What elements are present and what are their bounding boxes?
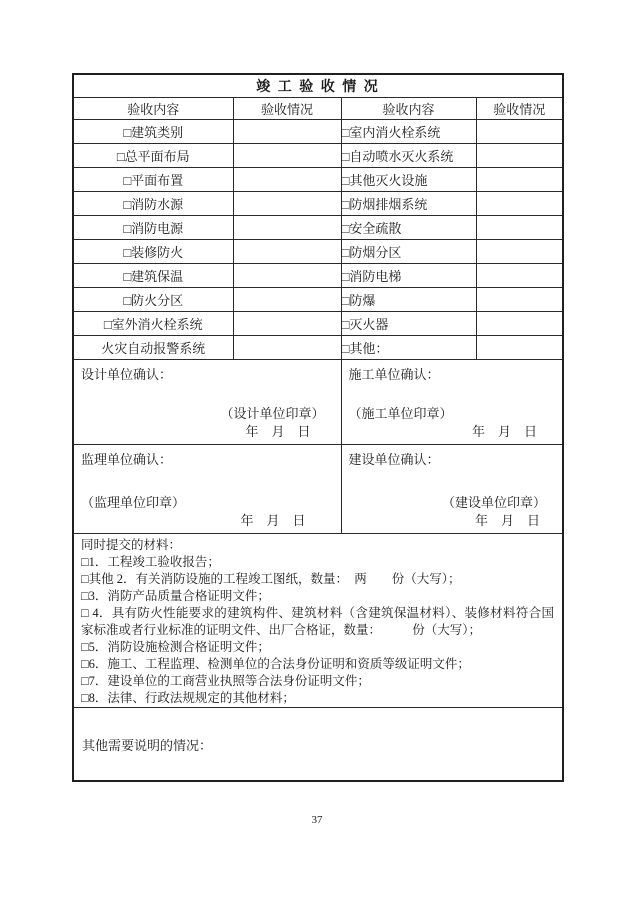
checkbox-icon[interactable]: □ — [81, 555, 89, 569]
checkbox-icon[interactable]: □ — [123, 125, 132, 140]
checkbox-icon[interactable]: □ — [81, 572, 89, 586]
status-field[interactable] — [233, 120, 341, 144]
check-item-left — [73, 168, 233, 192]
check-item-label: 自动喷水灭火系统 — [349, 149, 454, 164]
check-item-left — [73, 336, 233, 360]
checkbox-icon[interactable]: □ — [341, 245, 350, 260]
checkbox-icon[interactable]: □ — [81, 589, 89, 603]
col-header-status-right: 验收情况 — [476, 98, 563, 120]
check-item-label: 消防电梯 — [349, 269, 402, 284]
confirmation-row-1 — [73, 360, 563, 445]
check-item-right — [341, 336, 476, 360]
supervision-confirm-label: 监理单位确认： — [81, 452, 173, 467]
checkbox-icon[interactable]: □ — [81, 657, 89, 671]
notes-row — [73, 708, 563, 782]
status-field[interactable] — [476, 288, 563, 312]
checkbox-icon[interactable]: □ — [123, 269, 132, 284]
check-item-right — [341, 264, 476, 288]
design-confirm-label: 设计单位确认： — [81, 367, 173, 382]
status-field[interactable] — [233, 264, 341, 288]
material-item — [81, 690, 554, 707]
status-field[interactable] — [476, 216, 563, 240]
material-text: 其他 2．有关消防设施的工程竣工图纸，数量： 两 份（大写）； — [88, 572, 461, 586]
material-text: 6．施工、工程监理、检测单位的合法身份证明和资质等级证明文件； — [88, 657, 470, 671]
check-item-right — [341, 312, 476, 336]
status-field[interactable] — [476, 312, 563, 336]
check-item-label: 建筑类别 — [131, 125, 184, 140]
other-notes-label: 其他需要说明的情况： — [82, 737, 213, 753]
checklist-row — [73, 120, 563, 144]
checkbox-icon[interactable]: □ — [341, 221, 350, 236]
design-stamp-placeholder: （设计单位印章） — [220, 406, 325, 421]
checklist-row — [73, 288, 563, 312]
check-item-label: 总平面布局 — [124, 149, 190, 164]
check-item-label: 室外消火栓系统 — [111, 317, 203, 332]
col-header-status-left: 验收情况 — [233, 98, 341, 120]
checkbox-icon[interactable]: □ — [81, 674, 89, 688]
checklist-row — [73, 264, 563, 288]
check-item-label: 安全疏散 — [349, 221, 402, 236]
checkbox-icon[interactable]: □ — [123, 293, 132, 308]
status-field[interactable] — [476, 336, 563, 360]
checkbox-icon[interactable]: □ — [341, 149, 350, 164]
checkbox-icon[interactable]: □ — [341, 317, 350, 332]
checkbox-icon[interactable]: □ — [81, 606, 89, 620]
client-unit-confirmation[interactable] — [341, 445, 563, 534]
check-item-left — [73, 240, 233, 264]
acceptance-form-table — [72, 73, 564, 782]
check-item-label: 防烟分区 — [349, 245, 402, 260]
check-item-label: 平面布置 — [131, 173, 184, 188]
check-item-label: 防火分区 — [131, 293, 184, 308]
status-field[interactable] — [233, 312, 341, 336]
check-item-left — [73, 312, 233, 336]
checklist-row — [73, 336, 563, 360]
construction-confirm-label: 施工单位确认： — [348, 367, 440, 382]
checkbox-icon[interactable]: □ — [341, 173, 350, 188]
check-item-left — [73, 120, 233, 144]
check-item-left — [73, 144, 233, 168]
material-text: 8．法律、行政法规规定的其他材料； — [88, 691, 295, 705]
checkbox-icon[interactable]: □ — [123, 245, 132, 260]
status-field[interactable] — [233, 336, 341, 360]
check-item-label: 建筑保温 — [131, 269, 184, 284]
construction-unit-confirmation[interactable] — [341, 360, 563, 445]
submitted-materials-section — [73, 534, 563, 708]
status-field[interactable] — [476, 192, 563, 216]
check-item-right — [341, 216, 476, 240]
checkbox-icon[interactable]: □ — [123, 197, 132, 212]
checkbox-icon[interactable]: □ — [341, 269, 350, 284]
material-item — [81, 588, 554, 605]
check-item-left — [73, 264, 233, 288]
check-item-right — [341, 168, 476, 192]
form-title-row — [73, 74, 563, 98]
material-text: 1．工程竣工验收报告； — [88, 555, 220, 569]
client-date-field[interactable]: 年 月 日 — [474, 513, 540, 528]
construction-date-field[interactable]: 年 月 日 — [471, 424, 537, 439]
checkbox-icon[interactable]: □ — [81, 691, 89, 705]
check-item-label: 消防电源 — [131, 221, 184, 236]
checkbox-icon[interactable]: □ — [81, 640, 89, 654]
checklist-row — [73, 216, 563, 240]
form-title: 竣 工 验 收 情 况 — [73, 74, 563, 98]
column-header-row — [73, 98, 563, 120]
check-item-label: 火灾自动报警系统 — [101, 341, 206, 356]
status-field[interactable] — [233, 240, 341, 264]
material-item — [81, 554, 554, 571]
checklist-row — [73, 144, 563, 168]
page-number: 37 — [311, 814, 323, 826]
material-text: 7．建设单位的工商营业执照等合法身份证明文件； — [88, 674, 370, 688]
design-unit-confirmation[interactable] — [73, 360, 341, 445]
check-item-right — [341, 192, 476, 216]
check-item-right — [341, 288, 476, 312]
checkbox-icon[interactable]: □ — [123, 173, 132, 188]
status-field[interactable] — [233, 216, 341, 240]
check-item-left — [73, 288, 233, 312]
check-item-label: 消防水源 — [131, 197, 184, 212]
material-item — [81, 673, 554, 690]
status-field[interactable] — [233, 144, 341, 168]
checkbox-icon[interactable]: □ — [123, 221, 132, 236]
materials-intro: 同时提交的材料： — [81, 538, 182, 552]
check-item-left — [73, 192, 233, 216]
client-stamp-placeholder: （建设单位印章） — [441, 495, 546, 510]
checklist-row — [73, 240, 563, 264]
checklist-row — [73, 192, 563, 216]
material-text: 4．具有防火性能要求的建筑构件、建筑材料（含建筑保温材料）、装修材料符合国家标准或者行业标准的证明文件、出厂合格证，数量： 份（大写）； — [81, 606, 554, 637]
supervision-unit-confirmation[interactable] — [73, 445, 341, 534]
status-field[interactable] — [476, 120, 563, 144]
material-item — [81, 656, 554, 673]
confirmation-row-2 — [73, 445, 563, 534]
status-field[interactable] — [233, 168, 341, 192]
checkbox-icon[interactable]: □ — [116, 149, 125, 164]
checkbox-icon[interactable]: □ — [341, 293, 350, 308]
check-item-right — [341, 240, 476, 264]
material-item — [81, 605, 554, 639]
check-item-right — [341, 144, 476, 168]
material-item — [81, 639, 554, 656]
check-item-label: 装修防火 — [131, 245, 184, 260]
material-item — [81, 571, 554, 588]
checkbox-icon[interactable]: □ — [103, 317, 112, 332]
status-field[interactable] — [476, 264, 563, 288]
check-item-label: 防烟排烟系统 — [349, 197, 428, 212]
col-header-content-left: 验收内容 — [73, 98, 233, 120]
status-field[interactable] — [476, 168, 563, 192]
check-item-label: 室内消火栓系统 — [349, 125, 441, 140]
status-field[interactable] — [233, 288, 341, 312]
checklist-row — [73, 312, 563, 336]
check-item-label: 其他： — [349, 341, 389, 356]
status-field[interactable] — [233, 192, 341, 216]
design-date-field[interactable]: 年 月 日 — [245, 424, 311, 439]
checkbox-icon[interactable]: □ — [341, 125, 350, 140]
status-field[interactable] — [476, 240, 563, 264]
supervision-stamp-placeholder: （监理单位印章） — [81, 495, 186, 510]
client-confirm-label: 建设单位确认： — [348, 452, 440, 467]
material-text: 5．消防设施检测合格证明文件； — [88, 640, 270, 654]
status-field[interactable] — [476, 144, 563, 168]
check-item-label: 防爆 — [349, 293, 376, 308]
check-item-left — [73, 216, 233, 240]
checkbox-icon[interactable]: □ — [341, 197, 350, 212]
checkbox-icon[interactable]: □ — [341, 341, 350, 356]
materials-row — [73, 534, 563, 708]
construction-stamp-placeholder: （施工单位印章） — [348, 406, 453, 421]
check-item-right — [341, 120, 476, 144]
other-notes-section[interactable] — [73, 708, 563, 782]
check-item-label: 其他灭火设施 — [349, 173, 428, 188]
check-item-label: 灭火器 — [349, 317, 389, 332]
supervision-date-field[interactable]: 年 月 日 — [240, 513, 306, 528]
checklist-row — [73, 168, 563, 192]
material-text: 3．消防产品质量合格证明文件； — [88, 589, 270, 603]
col-header-content-right: 验收内容 — [341, 98, 476, 120]
